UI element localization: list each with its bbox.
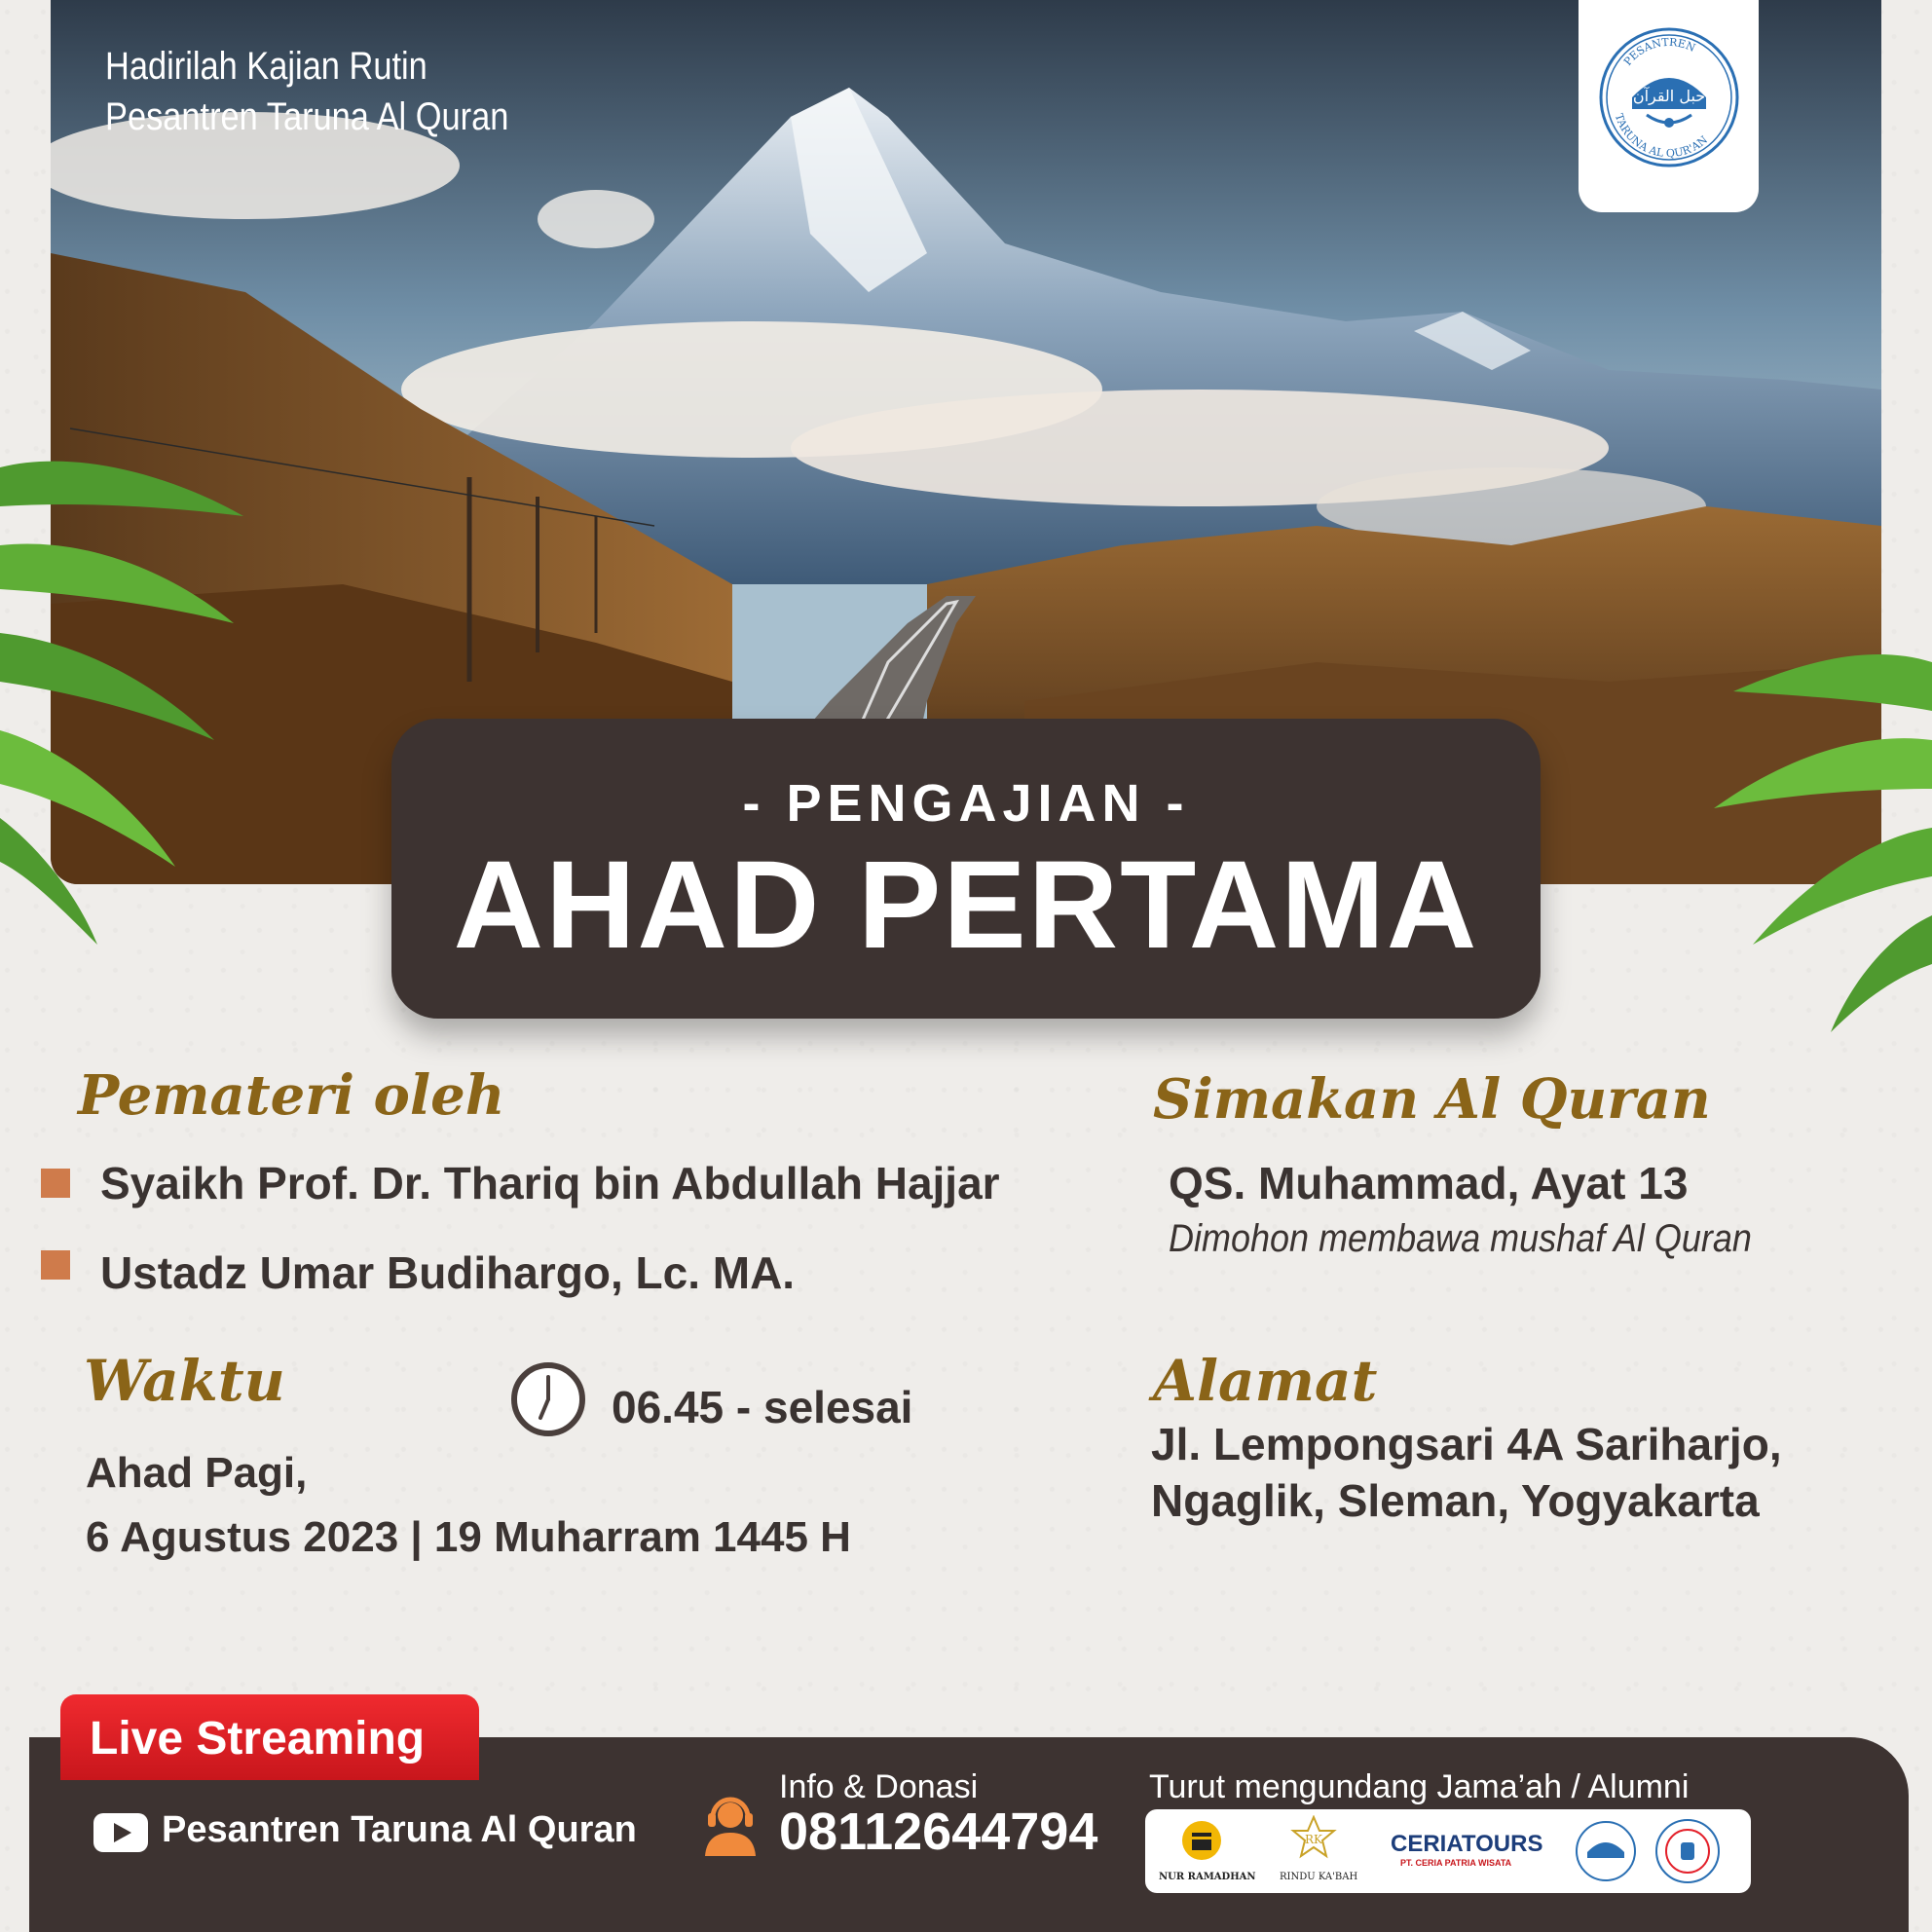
rindu-kabah-logo-icon: [1289, 1815, 1338, 1864]
speaker-1: Syaikh Prof. Dr. Thariq bin Abdullah Hajjar: [100, 1158, 1000, 1208]
pesantren-small-logo-icon: [1574, 1819, 1638, 1883]
ceria-tours-logo: CERIATOURS: [1391, 1831, 1543, 1857]
svg-text:حبل القرآن: حبل القرآن: [1632, 87, 1706, 105]
waktu-heading: Waktu: [84, 1348, 285, 1414]
rindu-kabah-label: RINDU KA'BAH: [1280, 1872, 1358, 1882]
tagline: [105, 41, 508, 142]
event-date: 6 Agustus 2023 | 19 Muharram 1445 H: [86, 1513, 851, 1561]
youtube-channel-name: Pesantren Taruna Al Quran: [162, 1809, 637, 1850]
tagline-line1: Hadirilah Kajian Rutin: [105, 45, 427, 88]
partner-logos-strip: [1145, 1809, 1751, 1893]
address-line-2: Ngaglik, Sleman, Yogyakarta: [1151, 1475, 1760, 1526]
event-day: Ahad Pagi,: [86, 1449, 308, 1497]
info-donasi-label: Info & Donasi: [779, 1768, 979, 1805]
address-line-1: Jl. Lempongsari 4A Sariharjo,: [1151, 1419, 1782, 1469]
svg-text:PESANTREN: PESANTREN: [1620, 35, 1697, 68]
logo-badge: [1579, 0, 1759, 212]
customer-service-icon: [701, 1792, 760, 1856]
title-main: AHAD PERTAMA: [453, 836, 1479, 975]
simakan-heading: Simakan Al Quran: [1153, 1067, 1711, 1132]
tagline-line2: Pesantren Taruna Al Quran: [105, 95, 509, 138]
title-subtitle: - PENGAJIAN -: [742, 774, 1190, 833]
live-streaming-label: Live Streaming: [90, 1713, 426, 1765]
palm-leaf-left-decoration: [0, 409, 253, 954]
invite-label: Turut mengundang Jama’ah / Alumni: [1149, 1768, 1690, 1805]
ceria-tours-subtitle: PT. CERIA PATRIA WISATA: [1400, 1858, 1512, 1868]
event-time: 06.45 - selesai: [612, 1382, 913, 1432]
speaker-2: Ustadz Umar Budihargo, Lc. MA.: [100, 1247, 796, 1298]
title-box: [391, 719, 1541, 1019]
pesantren-logo-icon: [1579, 0, 1759, 212]
svg-text:RK: RK: [1305, 1833, 1322, 1846]
mushaf-note: Dimohon membawa mushaf Al Quran: [1169, 1217, 1752, 1260]
bullet-marker: [41, 1169, 70, 1198]
svg-text:TARUNA AL QUR'AN: TARUNA AL QUR'AN: [1612, 112, 1711, 161]
youtube-play-icon: [114, 1823, 131, 1842]
surah-reference: QS. Muhammad, Ayat 13: [1169, 1158, 1689, 1208]
nur-ramadhan-label: NUR RAMADHAN: [1159, 1872, 1256, 1882]
alamat-heading: Alamat: [1153, 1348, 1378, 1414]
palm-leaf-right-decoration: [1675, 623, 1932, 1032]
clock-icon: [510, 1361, 586, 1437]
bullet-marker: [41, 1250, 70, 1280]
pemateri-heading: Pemateri oleh: [78, 1063, 505, 1128]
alumni-association-logo-icon: [1653, 1817, 1722, 1885]
nur-ramadhan-logo-icon: [1180, 1817, 1223, 1864]
phone-number: 08112644794: [779, 1802, 1098, 1861]
